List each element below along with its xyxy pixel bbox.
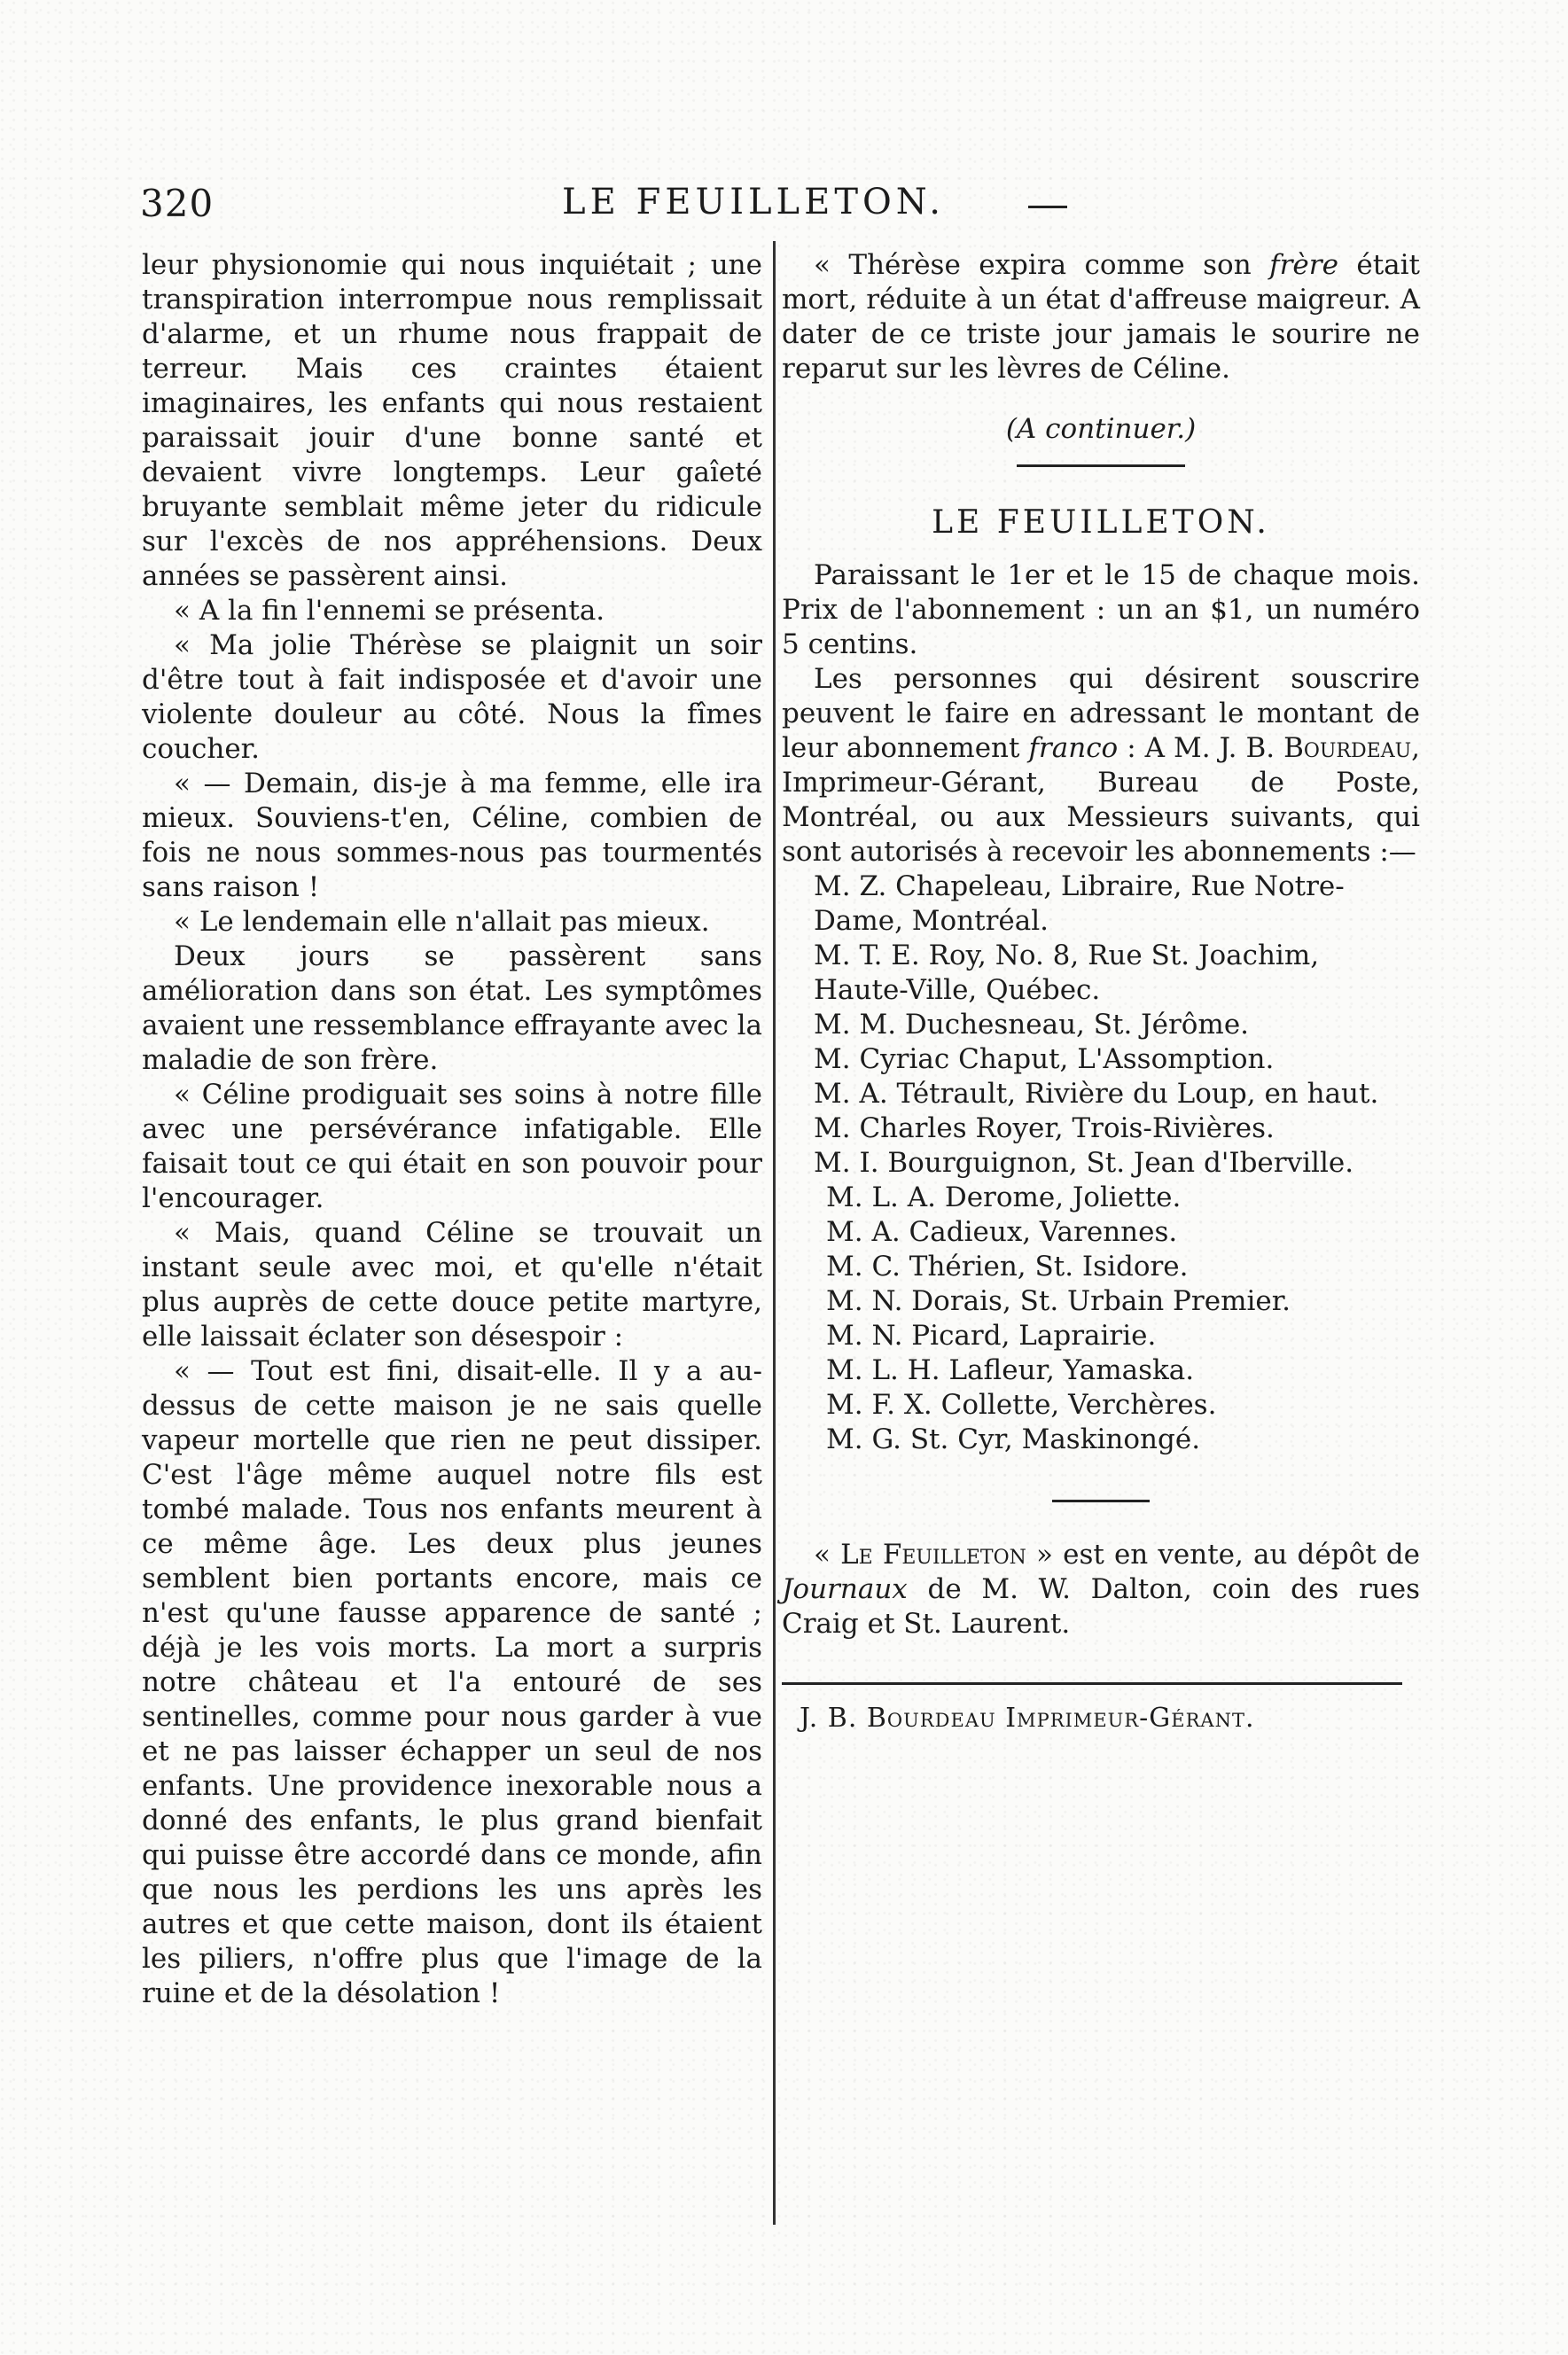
agent-entry: M. A. Cadieux, Varennes. [826,1216,1178,1248]
story-paragraph-3: « Ma jolie Thérèse se plaignit un soir d'être tout à fait indisposée et d'avoir une violente douleur au côté. Nous la fîmes coucher. [142,629,762,765]
page-number: 320 [140,182,215,225]
agent-entry: M. M. Duchesneau, St. Jérôme. [814,1009,1250,1041]
story-ending-text-2: était mort, réduite à un état d'affreuse maigreur. A dater de ce triste jour jamais le sourire ne reparut sur les lèvres de Céline. [782,249,1421,385]
left-column [142,248,762,2011]
running-head: LE FEUILLETON. [562,182,945,222]
agent-entry: M. A. Tétrault, Rivière du Loup, en haut. [814,1078,1379,1110]
section-rule [1017,464,1185,467]
agent-entry: M. F. X. Collette, Verchères. [826,1389,1217,1421]
agent-entry: M. L. A. Derome, Joliette. [826,1181,1182,1213]
sale-notice-text-1: « [814,1539,841,1571]
agents-intro-text-2: : A M. J. B. [1118,732,1284,764]
imprint-rule [782,1682,1402,1685]
column-divider [773,241,776,2225]
agent-entry: M. G. St. Cyr, Maskinongé. [826,1423,1201,1455]
story-paragraph-9: « — Tout est fini, disait-elle. Il y a au-dessus de cette maison je ne sais quelle vapeur mortelle que rien ne peut dissiper. C'est l'âge même auquel notre fils est tombé malade. Tous nos enfants meurent à ce même âge. Les deux plus jeunes semblent bien portants encore, mais ce n'est qu'une fausse apparence de santé ; déjà je les vois morts. La mort a surpris notre château et l'a entouré de ses sentinelles, comme pour nous garder à vue et ne pas laisser échapper un seul de nos enfants. Une providence inexorable nous a donné des enfants, le plus grand bienfait qui puisse être accordé dans ce monde, afin que nous les perdions les uns après les autres et que cette maison, dont ils étaient les piliers, n'offre plus que l'image de la ruine et de la désolation ! [142,1355,762,2009]
agents-list [782,869,1420,1457]
agents-intro-text-1: Les personnes qui désirent souscrire peuvent le faire en adressant le montant de leur abonnement [782,663,1420,764]
story-ending-italic: frère [1269,249,1338,281]
story-paragraph-7: « Céline prodiguait ses soins à notre fille avec une persévérance infatigable. Elle faisait tout ce qui était en son pouvoir pour l'encourager. [142,1079,762,1214]
story-paragraph-1: leur physionomie qui nous inquiétait ; une transpiration interrompue nous remplissait d'alarme, et un rhume nous frappait de terreur. Mais ces craintes étaient imaginaires, les enfants qui nous restaient paraissait jouir d'une bonne santé et devaient vivre longtemps. Leur gaîeté bruyante semblait même jeter du ridicule sur l'excès de nos appréhensions. Deux années se passèrent ainsi. [142,249,762,592]
sale-notice-journaux: Journaux [782,1573,908,1605]
agent-entry: M. C. Thérien, St. Isidore. [826,1251,1189,1283]
sale-notice-text-2: » est en vente, au dépôt de [1026,1539,1420,1571]
agent-entry: M. T. E. Roy, No. 8, Rue St. Joachim, Haute-Ville, Québec. [814,940,1320,1006]
subscription-info: Paraissant le 1er et le 15 de chaque mois. Prix de l'abonnement : un an $1, un numéro 5 centins. [782,559,1420,660]
story-paragraph-6: Deux jours se passèrent sans amélioration dans son état. Les symptômes avaient une ressemblance effrayante avec la maladie de son frère. [142,940,762,1076]
story-paragraph-2: « A la fin l'ennemi se présenta. [174,595,605,627]
agents-intro-text-3: , Imprimeur-Gérant, Bureau de Poste, Montréal, ou aux Messieurs suivants, qui sont autorisés à recevoir les abonnements :— [782,732,1420,868]
story-paragraph-5: « Le lendemain elle n'allait pas mieux. [174,906,710,938]
imprint-text-2: . [1244,1703,1255,1734]
story-ending-text-1: « Thérèse expira comme son [814,249,1270,281]
story-ending-paragraph [782,248,1420,386]
agent-entry: M. Z. Chapeleau, Libraire, Rue Notre-Dame, Montréal. [814,870,1345,937]
printer-imprint [782,1703,1420,1734]
to-be-continued: (A continuer.) [1005,413,1197,445]
agent-entry: M. L. H. Lafleur, Yamaska. [826,1354,1195,1386]
sale-notice [782,1538,1420,1641]
imprint-text-1: J. B. [800,1703,867,1734]
agents-intro-bourdeau: Bourdeau [1283,732,1412,764]
agent-entry: M. Charles Royer, Trois-Rivières. [814,1112,1275,1144]
agent-entry: M. N. Dorais, St. Urbain Premier. [826,1285,1291,1317]
agents-intro-franco: franco [1028,732,1119,764]
section-title: LE FEUILLETON. [932,504,1270,541]
story-paragraph-4: « — Demain, dis-je à ma femme, elle ira mieux. Souviens-t'en, Céline, combien de fois ne nous sommes-nous pas tourmentés sans raison ! [142,768,762,903]
sale-rule [1052,1500,1150,1502]
agents-intro [782,662,1420,869]
sale-notice-title: Le Feuilleton [840,1539,1026,1571]
header-dash [1028,206,1067,208]
story-paragraph-8: « Mais, quand Céline se trouvait un instant seule avec moi, et qu'elle n'était plus auprès de cette douce petite martyre, elle laissait éclater son désespoir : [142,1217,762,1353]
right-column [782,248,1420,1734]
sale-notice-text-3: de M. W. Dalton, coin des rues Craig et St. Laurent. [782,1573,1420,1640]
agent-entry: M. Cyriac Chaput, L'Assomption. [814,1043,1275,1075]
agent-entry: M. I. Bourguignon, St. Jean d'Iberville. [814,1147,1354,1179]
imprint-name: Bourdeau Imprimeur-Gérant [866,1703,1245,1734]
agent-entry: M. N. Picard, Laprairie. [826,1320,1157,1352]
